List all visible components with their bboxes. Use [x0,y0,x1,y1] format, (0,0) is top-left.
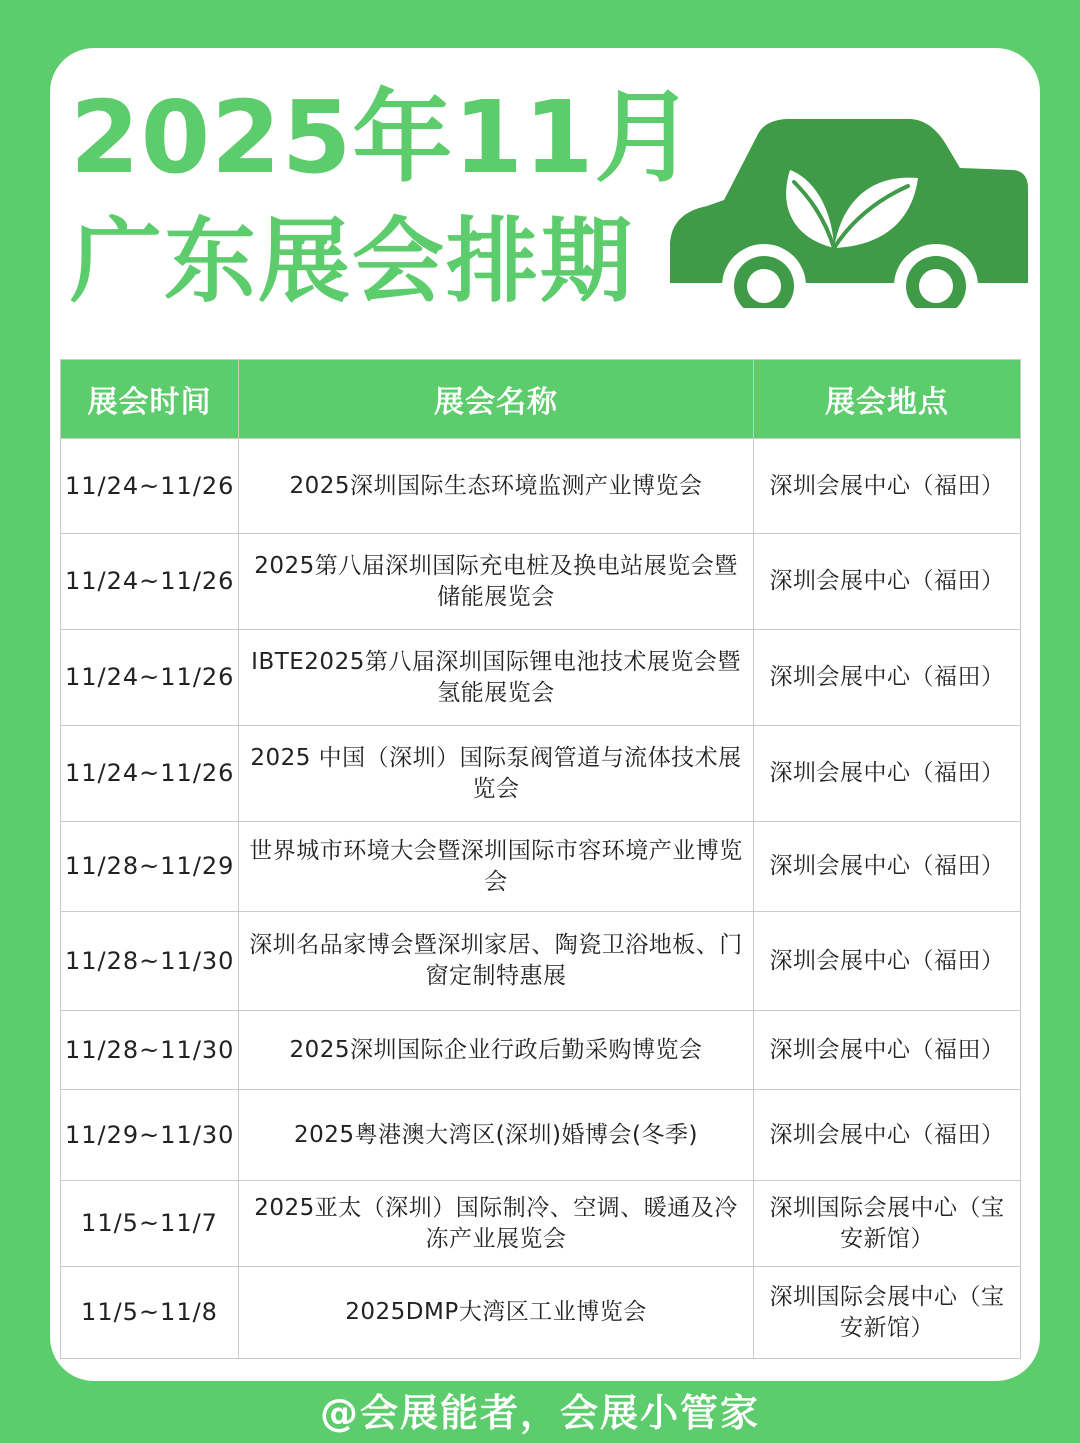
row-date: 11/28~11/30 [61,1011,239,1090]
row-name: 2025亚太（深圳）国际制冷、空调、暖通及冷冻产业展览会 [239,1181,754,1267]
row-name: 世界城市环境大会暨深圳国际市容环境产业博览会 [239,822,754,912]
row-date: 11/28~11/30 [61,912,239,1011]
title-line-1: 2025年11月 [70,79,696,196]
row-date: 11/28~11/29 [61,822,239,912]
row-name: 2025深圳国际企业行政后勤采购博览会 [239,1011,754,1090]
row-venue: 深圳会展中心（福田） [754,630,1021,726]
row-name: IBTE2025第八届深圳国际锂电池技术展览会暨氢能展览会 [239,630,754,726]
row-date: 11/24~11/26 [61,630,239,726]
row-name: 2025 中国（深圳）国际泵阀管道与流体技术展览会 [239,726,754,822]
table-row [61,534,1021,630]
table-row [61,912,1021,1011]
footer-tagline: @会展能者，会展小管家 [319,1391,760,1435]
table-row [61,630,1021,726]
row-name: 2025深圳国际生态环境监测产业博览会 [239,439,754,534]
table-row [61,1181,1021,1267]
row-date: 11/24~11/26 [61,439,239,534]
table-header-row [61,360,1021,439]
header-date: 展会时间 [61,360,239,439]
table-row [61,1090,1021,1181]
header-name: 展会名称 [239,360,754,439]
eco-car-icon [662,108,1032,308]
table-row [61,1011,1021,1090]
table-row [61,439,1021,534]
row-date: 11/24~11/26 [61,534,239,630]
header-venue: 展会地点 [754,360,1021,439]
row-venue: 深圳会展中心（福田） [754,439,1021,534]
row-name: 2025粤港澳大湾区(深圳)婚博会(冬季) [239,1090,754,1181]
schedule-table [60,359,1020,1359]
table-row [61,726,1021,822]
row-date: 11/5~11/7 [61,1181,239,1267]
row-venue: 深圳会展中心（福田） [754,534,1021,630]
row-venue: 深圳国际会展中心（宝安新馆） [754,1181,1021,1267]
row-venue: 深圳会展中心（福田） [754,1011,1021,1090]
table-row [61,822,1021,912]
row-name: 深圳名品家博会暨深圳家居、陶瓷卫浴地板、门窗定制特惠展 [239,912,754,1011]
row-venue: 深圳国际会展中心（宝安新馆） [754,1267,1021,1359]
row-date: 11/29~11/30 [61,1090,239,1181]
schedule-card [50,48,1040,1381]
row-date: 11/5~11/8 [61,1267,239,1359]
table-row [61,1267,1021,1359]
row-name: 2025DMP大湾区工业博览会 [239,1267,754,1359]
row-venue: 深圳会展中心（福田） [754,1090,1021,1181]
row-date: 11/24~11/26 [61,726,239,822]
row-venue: 深圳会展中心（福田） [754,912,1021,1011]
row-name: 2025第八届深圳国际充电桩及换电站展览会暨储能展览会 [239,534,754,630]
row-venue: 深圳会展中心（福田） [754,726,1021,822]
row-venue: 深圳会展中心（福田） [754,822,1021,912]
title-line-2: 广东展会排期 [70,208,635,315]
